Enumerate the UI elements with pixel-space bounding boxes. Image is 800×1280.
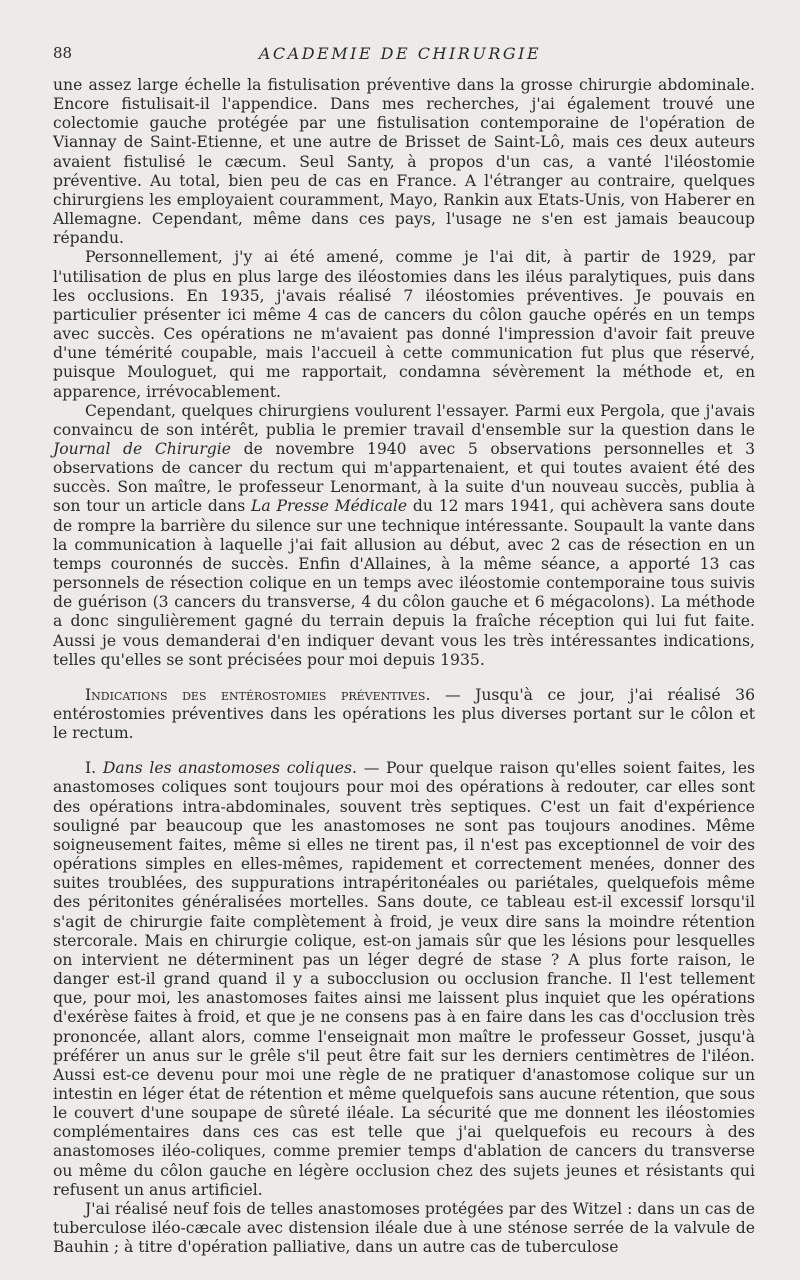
journal-title: Journal de Chirurgie	[53, 439, 231, 458]
page-header	[53, 44, 747, 66]
section-number: I.	[85, 759, 103, 778]
paragraph-3-text-a: Cependant, quelques chirurgiens voulurent l'essayer. Parmi eux Pergola, que j'avais convaincu de son intérêt, publia le premier travail d'ensemble sur la question dans le	[53, 401, 755, 439]
paragraph-4-text: — Jusqu'à ce jour, j'ai réalisé 36 entérostomies préventives dans les opérations les plus diverses portant sur le côlon et le rectum.	[53, 685, 755, 743]
running-title: ACADEMIE DE CHIRURGIE	[258, 44, 542, 63]
paragraph-4	[53, 686, 755, 743]
paragraph-5-text: — Pour quelque raison qu'elles soient faites, les anastomoses coliques sont toujours pour moi des opérations à redouter, car elles sont des opérations intra-abdominales, souvent très septiques. C'est un fait d'expérience souligné par beaucoup que les anastomoses ne sont pas toujours anodines. Même soigneusement faites, même si elles ne tirent pas, il n'est pas exceptionnel de voir des opérations simples en elles-mêmes, rapidement et correctement menées, donner des suites troublées, des suppurations intrapéritonéales ou pariétales, quelquefois même des péritonites généralisées mortelles. Sans doute, ce tableau est-il excessif lorsqu'il s'agit de chirurgie faite complètement à froid, je veux dire sans la moindre rétention stercorale. Mais en chirurgie colique, est-on jamais sûr que les lésions pour lesquelles on intervient ne déterminent pas un léger degré de stase ? A plus forte raison, le danger est-il grand quand il y a subocclusion ou occlusion franche. Il l'est tellement que, pour moi, les anastomoses faites ainsi me laissent plus inquiet que les opérations d'exérèse faites à froid, et que je ne consens pas à en faire dans les cas d'occlusion très prononcée, allant alors, comme l'enseignait mon maître le professeur Gosset, jusqu'à préférer un anus sur le grêle s'il peut être fait sur les derniers centimètres de l'iléon. Aussi est-ce devenu pour moi une règle de ne pratiquer d'anastomose colique sur un intestin en léger état de rétention et même quelquefois sans aucune rétention, que sous le couvert d'une soupape de sûreté iléale. La sécurité que me donnent les iléostomies complémentaires dans ces cas est telle que j'ai quelquefois eu recours à des anastomoses iléo-coliques, comme premier temps d'ablation de cancers du transverse ou même du côlon gauche en légère occlusion chez des sujets jeunes et résistants qui refusent un anus artificiel.	[53, 759, 755, 1199]
paragraph-1: une assez large échelle la fistulisation préventive dans la grosse chirurgie abdominale. Encore fistulisait-il l'appendice. Dans mes recherches, j'ai également trouvé une colectomie gauche protégée par une fistulisation contemporaine de l'opération de Viannay de Saint-Etienne, et une autre de Brisset de Saint-Lô, mais ces deux auteurs avaient fistulisé le cæcum. Seul Santy, à propos d'un cas, a vanté l'iléostomie préventive. Au total, bien peu de cas en France. A l'étranger au contraire, quelques chirurgiens les employaient couramment, Mayo, Rankin aux Etats-Unis, von Haberer en Allemagne. Cependant, même dans ces pays, l'usage ne s'en est jamais beaucoup répandu.	[53, 76, 755, 248]
paragraph-5	[53, 759, 755, 1200]
body-text	[53, 76, 755, 1257]
section-heading-indications: Indications des entérostomies préventives.	[85, 685, 431, 704]
paragraph-3	[53, 402, 755, 670]
presse-title: La Presse Médicale	[251, 497, 408, 516]
paragraph-2: Personnellement, j'y ai été amené, comme je l'ai dit, à partir de 1929, par l'utilisation de plus en plus large des iléostomies dans les iléus paralytiques, puis dans les occlusions. En 1935, j'avais réalisé 7 iléostomies préventives. Je pouvais en particulier présenter ici même 4 cas de cancers du côlon gauche opérés en un temps avec succès. Ces opérations ne m'avaient pas donné l'impression d'avoir fait preuve d'une témérité coupable, mais l'accueil à cette communication fut plus que réservé, puisque Mouloguet, qui me rapportait, condamna sévèrement la méthode et, en apparence, irrévocablement.	[53, 248, 755, 401]
paragraph-6: J'ai réalisé neuf fois de telles anastomoses protégées par des Witzel : dans un cas de tuberculose iléo-cæcale avec distension iléale due à une sténose serrée de la valvule de Bauhin ; à titre d'opération palliative, dans un autre cas de tuberculose	[53, 1199, 755, 1257]
paragraph-3-text-b: de novembre 1940 avec 5 observations personnelles et 3 observations de cancer du rectum qui m'appartenaient, et qui toutes avaient été des succès. Son maître, le professeur Lenormant, à la suite d'un nouveau succès, publia à son tour un article dans	[53, 439, 755, 516]
paragraph-3-text-c: du 12 mars 1941, qui achèvera sans doute de rompre la barrière du silence sur une technique intéressante. Soupault la vante dans la communication à laquelle j'ai fait allusion au début, avec 2 cas de résection en un temps couronnés de succès. Enfin d'Allaines, à la même séance, a apporté 13 cas personnels de résection colique en un temps avec iléostomie contemporaine tous suivis de guérison (3 cancers du transverse, 4 du côlon gauche et 6 mégacolons). La méthode a donc singulièrement gagné du terrain depuis la fraîche réception qui lui fut faite. Aussi je vous demanderai d'en indiquer devant vous les très intéressantes indications, telles qu'elles se sont précisées pour moi depuis 1935.	[53, 497, 756, 669]
page-number: 88	[53, 44, 73, 62]
section-heading-anastomoses: Dans les anastomoses coliques.	[102, 759, 357, 778]
